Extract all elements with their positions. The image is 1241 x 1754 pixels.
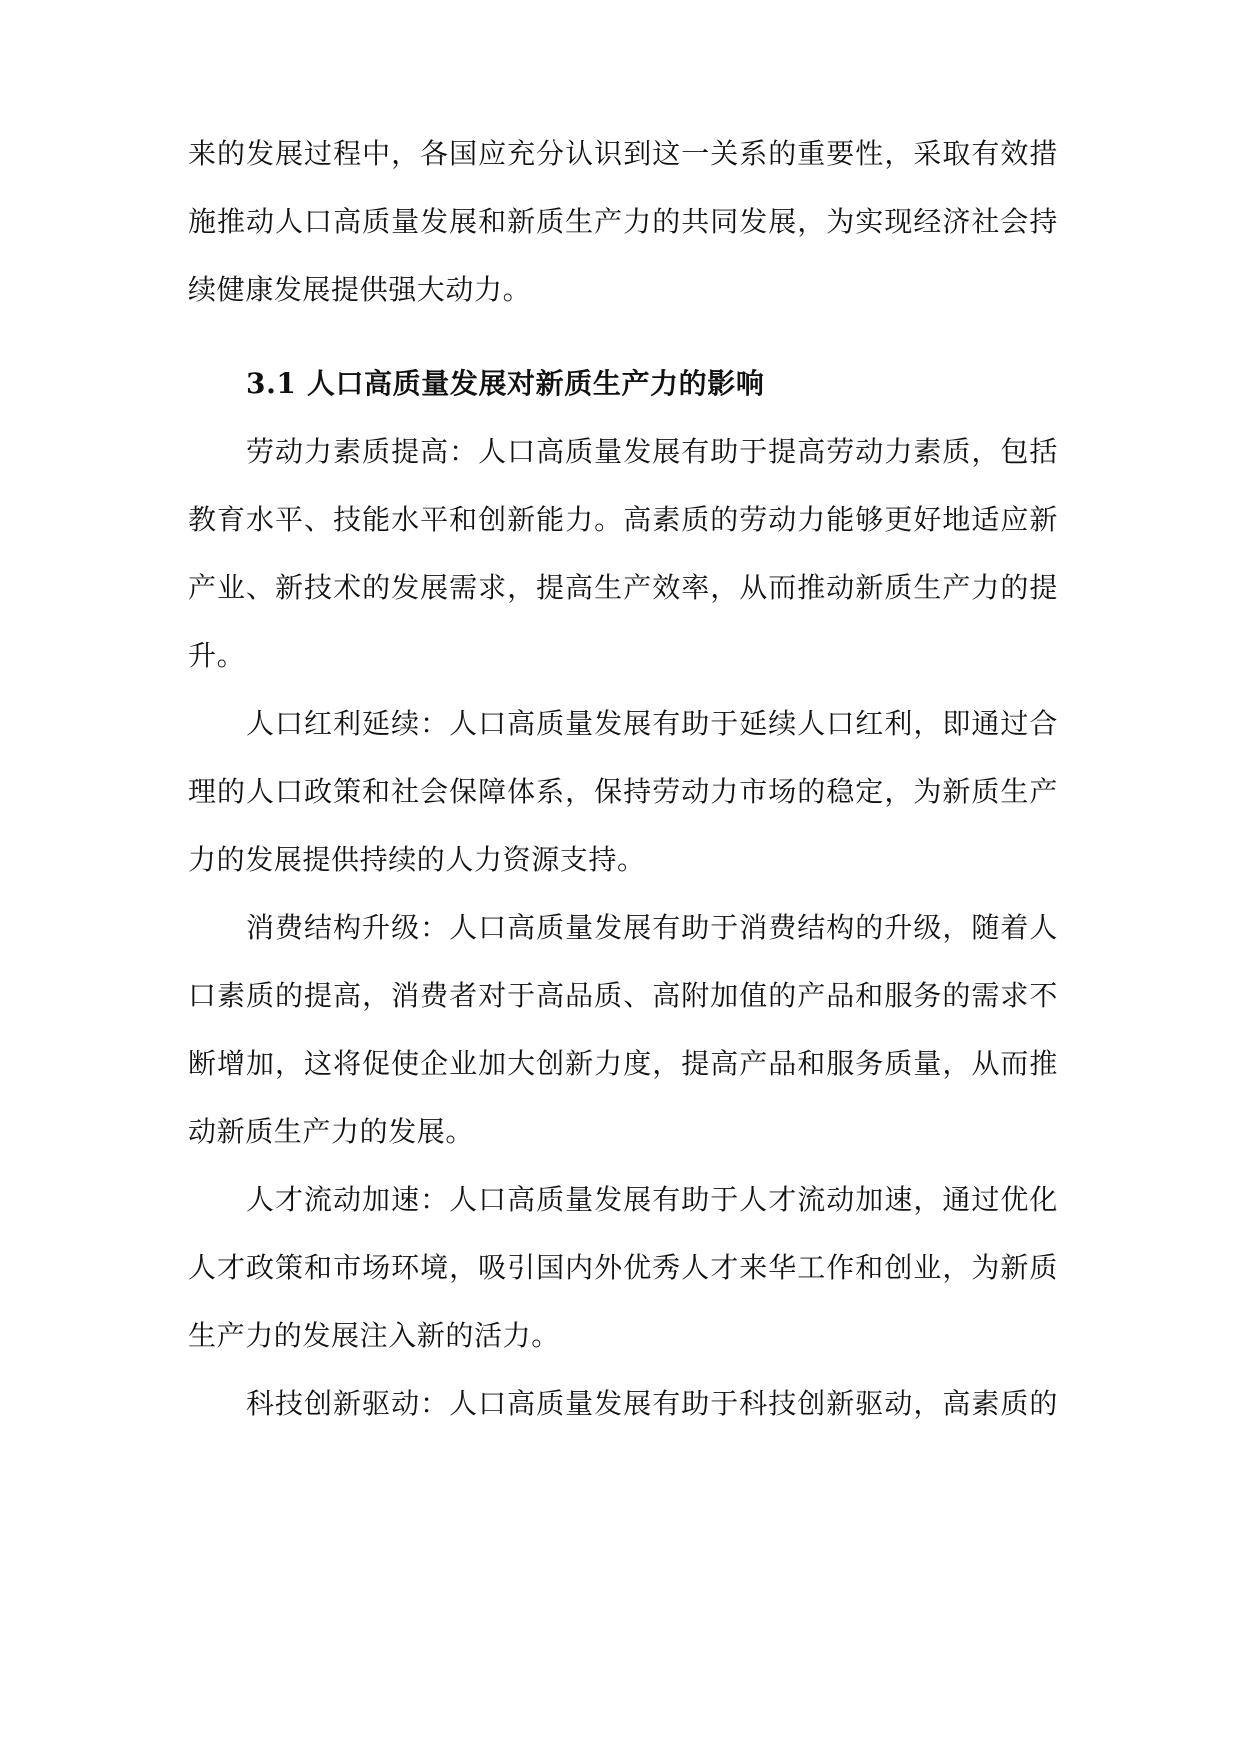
paragraph-3-line-3: 断增加，这将促使企业加大创新力度，提高产品和服务质量，从而推 [188, 1047, 1058, 1080]
intro-line-2: 施推动人口高质量发展和新质生产力的共同发展，为实现经济社会持 [188, 205, 1058, 238]
paragraph-4-line-2: 人才政策和市场环境，吸引国内外优秀人才来华工作和创业，为新质 [188, 1251, 1058, 1284]
paragraph-2-line-2: 理的人口政策和社会保障体系，保持劳动力市场的稳定，为新质生产 [188, 775, 1058, 808]
intro-line-1: 来的发展过程中，各国应充分认识到这一关系的重要性，采取有效措 [188, 137, 1058, 170]
paragraph-2-line-1: 人口红利延续：人口高质量发展有助于延续人口红利，即通过合 [246, 707, 1058, 740]
paragraph-1-line-2: 教育水平、技能水平和创新能力。高素质的劳动力能够更好地适应新 [188, 503, 1058, 536]
section-heading: 3.1 人口高质量发展对新质生产力的影响 [246, 367, 765, 400]
paragraph-3-line-4: 动新质生产力的发展。 [188, 1115, 475, 1148]
paragraph-1-line-3: 产业、新技术的发展需求，提高生产效率，从而推动新质生产力的提 [188, 571, 1058, 604]
paragraph-1-line-1: 劳动力素质提高：人口高质量发展有助于提高劳动力素质，包括 [246, 435, 1058, 468]
paragraph-3-line-2: 口素质的提高，消费者对于高品质、高附加值的产品和服务的需求不 [188, 979, 1058, 1012]
paragraph-3-line-1: 消费结构升级：人口高质量发展有助于消费结构的升级，随着人 [246, 911, 1058, 944]
paragraph-1-line-4: 升。 [188, 639, 246, 672]
intro-line-3: 续健康发展提供强大动力。 [188, 273, 532, 306]
paragraph-2-line-3: 力的发展提供持续的人力资源支持。 [188, 843, 646, 876]
paragraph-4-line-3: 生产力的发展注入新的活力。 [188, 1319, 560, 1352]
paragraph-5-line-1: 科技创新驱动：人口高质量发展有助于科技创新驱动，高素质的 [246, 1387, 1058, 1420]
paragraph-4-line-1: 人才流动加速：人口高质量发展有助于人才流动加速，通过优化 [246, 1183, 1058, 1216]
